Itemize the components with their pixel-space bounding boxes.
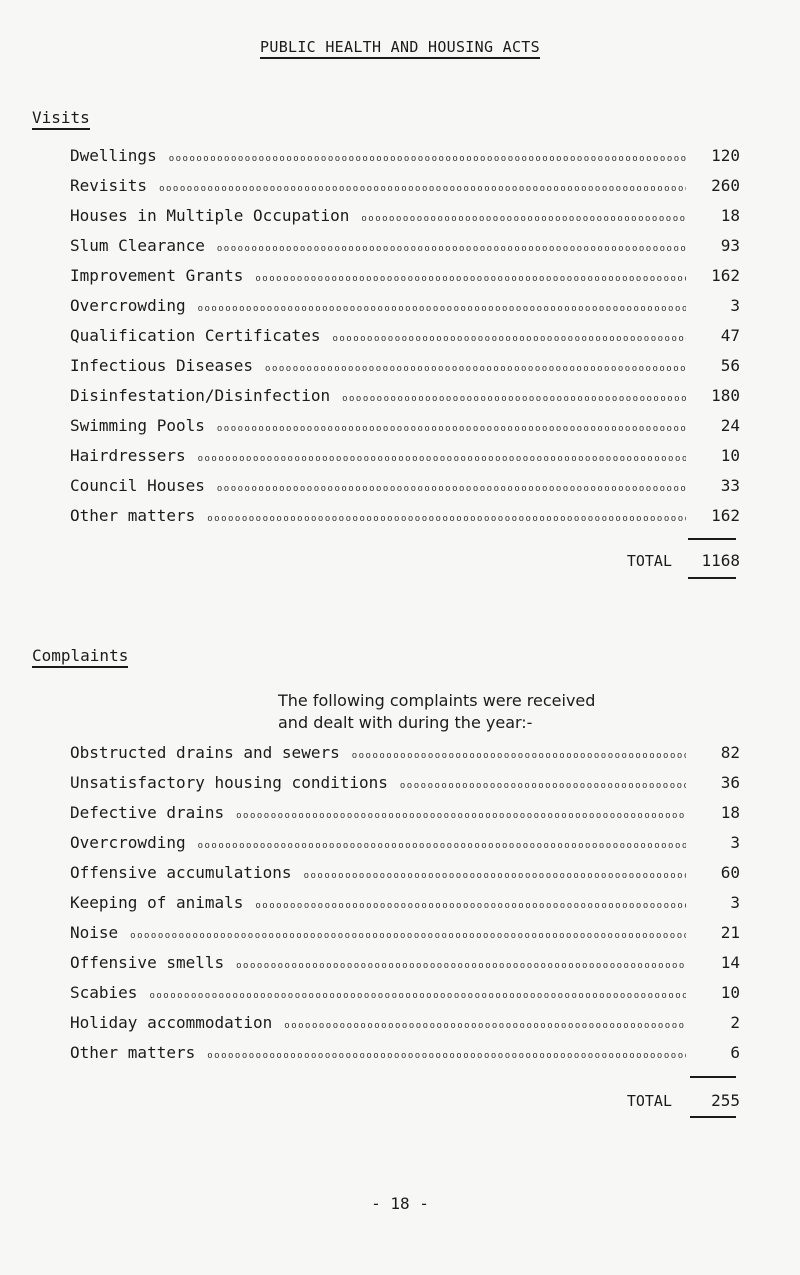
- list-item: Offensive accumulations oooooooooooooooooooooooooooooooooooooooooooooooooooooooooooooooooooooooooooooooooooooooooooo 60: [70, 863, 740, 893]
- visits-total-value: 1168: [701, 551, 740, 570]
- list-item: Holiday accommodation oooooooooooooooooooooooooooooooooooooooooooooooooooooooooooooooooooooooooooooooooooooooooooo 2: [70, 1013, 740, 1043]
- dot-leader: [255, 274, 686, 284]
- dot-leader: [342, 394, 686, 404]
- visits-list: [70, 146, 740, 536]
- dot-leader: [284, 1021, 686, 1031]
- complaints-list: [70, 743, 740, 1073]
- complaints-title: Complaints: [32, 646, 128, 665]
- dot-leader: [217, 484, 686, 494]
- list-item: Offensive smells oooooooooooooooooooooooooooooooooooooooooooooooooooooooooooooooooooooooooooooooooooooooooooo 14: [70, 953, 740, 983]
- dot-leader: [400, 781, 686, 791]
- list-item: Scabies oooooooooooooooooooooooooooooooooooooooooooooooooooooooooooooooooooooooooooooooooooooooooooo 10: [70, 983, 740, 1013]
- list-item: Noise oooooooooooooooooooooooooooooooooooooooooooooooooooooooooooooooooooooooooooooooooooooooooooo 21: [70, 923, 740, 953]
- list-item: Revisits oooooooooooooooooooooooooooooooooooooooooooooooooooooooooooooooooooooooooooooooooooooooooooo 260: [70, 176, 740, 206]
- visits-total-rule-top: [688, 538, 736, 540]
- dot-leader: [217, 244, 686, 254]
- list-item: Improvement Grants oooooooooooooooooooooooooooooooooooooooooooooooooooooooooooooooooooooooooooooooooooooooooooo 162: [70, 266, 740, 296]
- dot-leader: [149, 991, 686, 1001]
- dot-leader: [207, 1051, 686, 1061]
- list-item: Infectious Diseases oooooooooooooooooooooooooooooooooooooooooooooooooooooooooooooooooooooooooooooooooooooooooooo 56: [70, 356, 740, 386]
- list-item: Keeping of animals oooooooooooooooooooooooooooooooooooooooooooooooooooooooooooooooooooooooooooooooooooooooooooo 3: [70, 893, 740, 923]
- dot-leader: [198, 454, 686, 464]
- dot-leader: [198, 841, 686, 851]
- page-heading: [0, 38, 800, 56]
- list-item: Swimming Pools oooooooooooooooooooooooooooooooooooooooooooooooooooooooooooooooooooooooooooooooooooooooooooo 24: [70, 416, 740, 446]
- dot-leader: [352, 751, 686, 761]
- list-item: Disinfestation/Disinfection oooooooooooooooooooooooooooooooooooooooooooooooooooooooooooooooooooooooooooooooooooooooooooo 180: [70, 386, 740, 416]
- dot-leader: [265, 364, 686, 374]
- list-item: Obstructed drains and sewers oooooooooooooooooooooooooooooooooooooooooooooooooooooooooooooooooooooooooooooooooooooooooooo 82: [70, 743, 740, 773]
- list-item: Overcrowding oooooooooooooooooooooooooooooooooooooooooooooooooooooooooooooooooooooooooooooooooooooooooooo 3: [70, 296, 740, 326]
- complaints-total-label: TOTAL: [626, 1092, 672, 1110]
- list-item: Slum Clearance oooooooooooooooooooooooooooooooooooooooooooooooooooooooooooooooooooooooooooooooooooooooooooo 93: [70, 236, 740, 266]
- visits-title: Visits: [32, 108, 90, 127]
- complaints-total-rule-top: [690, 1076, 736, 1078]
- list-item: Council Houses oooooooooooooooooooooooooooooooooooooooooooooooooooooooooooooooooooooooooooooooooooooooooooo 33: [70, 476, 740, 506]
- complaints-total-rule-bottom: [690, 1116, 736, 1118]
- page-number: - 18 -: [371, 1194, 429, 1213]
- list-item: Houses in Multiple Occupation oooooooooooooooooooooooooooooooooooooooooooooooooooooooooooooooooooooooooooooooooooooooooooo 18: [70, 206, 740, 236]
- dot-leader: [169, 154, 686, 164]
- dot-leader: [361, 214, 686, 224]
- dot-leader: [159, 184, 686, 194]
- complaints-intro: The following complaints were received and dealt with during the year:-: [278, 691, 596, 732]
- dot-leader: [255, 901, 686, 911]
- list-item: Hairdressers oooooooooooooooooooooooooooooooooooooooooooooooooooooooooooooooooooooooooooooooooooooooooooo 10: [70, 446, 740, 476]
- list-item: Other matters oooooooooooooooooooooooooooooooooooooooooooooooooooooooooooooooooooooooooooooooooooooooooooo 162: [70, 506, 740, 536]
- list-item: Defective drains oooooooooooooooooooooooooooooooooooooooooooooooooooooooooooooooooooooooooooooooooooooooooooo 18: [70, 803, 740, 833]
- visits-total-label: TOTAL: [626, 552, 672, 570]
- list-item: Dwellings oooooooooooooooooooooooooooooooooooooooooooooooooooooooooooooooooooooooooooooooooooooooooooo 120: [70, 146, 740, 176]
- complaints-total-value: 255: [711, 1091, 740, 1110]
- dot-leader: [332, 334, 686, 344]
- dot-leader: [236, 811, 686, 821]
- list-item: Other matters oooooooooooooooooooooooooooooooooooooooooooooooooooooooooooooooooooooooooooooooooooooooooooo 6: [70, 1043, 740, 1073]
- dot-leader: [236, 961, 686, 971]
- dot-leader: [130, 931, 686, 941]
- page-heading-text: PUBLIC HEALTH AND HOUSING ACTS: [260, 38, 540, 59]
- list-item: Unsatisfactory housing conditions oooooooooooooooooooooooooooooooooooooooooooooooooooooooooooooooooooooooooooooooooooooooooooo 36: [70, 773, 740, 803]
- visits-total-rule-bottom: [688, 577, 736, 579]
- complaints-total: [70, 1091, 740, 1110]
- list-item: Overcrowding oooooooooooooooooooooooooooooooooooooooooooooooooooooooooooooooooooooooooooooooooooooooooooo 3: [70, 833, 740, 863]
- visits-total: [70, 551, 740, 570]
- dot-leader: [217, 424, 686, 434]
- dot-leader: [207, 514, 686, 524]
- dot-leader: [198, 304, 686, 314]
- dot-leader: [304, 871, 686, 881]
- list-item: Qualification Certificates oooooooooooooooooooooooooooooooooooooooooooooooooooooooooooooooooooooooooooooooooooooooooooo 47: [70, 326, 740, 356]
